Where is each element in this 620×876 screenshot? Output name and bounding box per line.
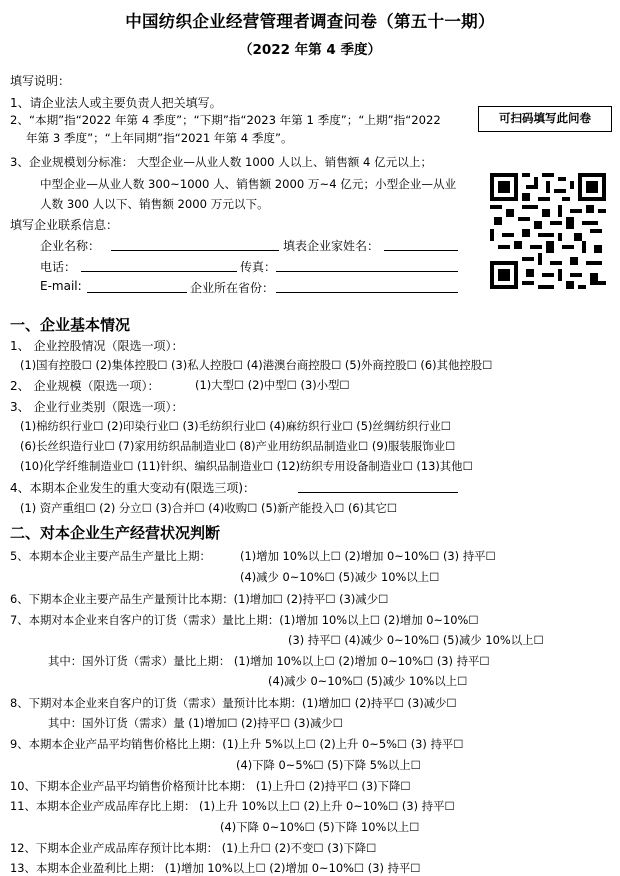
qr-code-icon[interactable] — [490, 173, 606, 289]
scan-label: 可扫码填写此问卷 — [478, 106, 612, 132]
q7-options-row2[interactable]: (3) 持平☐ (4)减少 0~10%☐ (5)减少 10%以上☐ — [288, 633, 544, 647]
q1-options[interactable]: (1)国有控股☐ (2)集体控股☐ (3)私人控股☐ (4)港澳台商控股☐ (5)外商控股☐ (6)其他控股☐ — [20, 358, 493, 372]
phone-field[interactable] — [81, 271, 237, 272]
q2-options[interactable]: (1)大型☐ (2)中型☐ (3)小型☐ — [195, 378, 350, 392]
q4-options[interactable]: (1) 资产重组☐ (2) 分立☐ (3)合并☐ (4)收购☐ (5)新产能投入☐ (6)其它☐ — [20, 501, 398, 515]
q7-foreign-text[interactable]: 其中：国外订货（需求）量比上期： (1)增加 10%以上☐ (2)增加 0~10%☐ (3) 持平☐ — [48, 654, 490, 668]
page-subtitle: （2022 年第 4 季度） — [238, 42, 382, 58]
q8-text[interactable]: 8、下期对本企业来自客户的订货（需求）量预计比本期：(1)增加☐ (2)持平☐ (3)减少☐ — [10, 696, 457, 710]
q7-foreign-options-row2[interactable]: (4)减少 0~10%☐ (5)减少 10%以上☐ — [268, 674, 468, 688]
q6-text[interactable]: 6、下期本企业主要产品生产量预计比本期：(1)增加☐ (2)持平☐ (3)减少☐ — [10, 592, 389, 606]
filler-label: 填表企业家姓名： — [283, 239, 380, 253]
filler-field[interactable] — [384, 250, 458, 251]
q12-text[interactable]: 12、下期本企业产成品库存预计比本期： (1)上升☐ (2)不变☐ (3)下降☐ — [10, 841, 377, 855]
fax-label: 传真： — [240, 260, 277, 274]
page-title: 中国纺织企业经营管理者调查问卷（第五十一期） — [125, 12, 495, 31]
company-field[interactable] — [111, 250, 279, 251]
province-label: 企业所在省份： — [190, 281, 275, 295]
q10-text[interactable]: 10、下期本企业产品平均销售价格预计比本期： (1)上升☐ (2)持平☐ (3)下降☐ — [10, 779, 411, 793]
instruction-3c: 人数 300 人以下、销售额 2000 万元以下。 — [40, 197, 269, 211]
q11-options-row2[interactable]: (4)下降 0~10%☐ (5)下降 10%以上☐ — [220, 820, 420, 834]
q8-foreign-text[interactable]: 其中：国外订货（需求）量 (1)增加☐ (2)持平☐ (3)减少☐ — [48, 716, 343, 730]
q3-options-row1[interactable]: (1)棉纺织行业☐ (2)印染行业☐ (3)毛纺织行业☐ (4)麻纺织行业☐ (5)丝绸纺织行业☐ — [20, 419, 451, 433]
section2-title: 二、对本企业生产经营状况判断 — [10, 524, 221, 542]
q3-options-row3[interactable]: (10)化学纤维制造业☐ (11)针织、编织品制造业☐ (12)纺织专用设备制造业☐ (13)其他☐ — [20, 459, 473, 473]
instruction-3a: 3、企业规模划分标准： 大型企业—从业人数 1000 人以上、销售额 4 亿元以上； — [10, 155, 433, 169]
q3-text: 3、 企业行业类别（限选一项）： — [10, 400, 184, 414]
q9-text[interactable]: 9、本期本企业产品平均销售价格比上期：(1)上升 5%以上☐ (2)上升 0~5%☐ (3) 持平☐ — [10, 737, 464, 751]
section1-title: 一、企业基本情况 — [10, 316, 131, 334]
email-field[interactable] — [87, 292, 187, 293]
q4-field[interactable] — [298, 492, 458, 493]
instruction-2a: 2、“本期”指“2022 年第 4 季度”；“下期”指“2023 年第 1 季度”；“上期”指“2022 — [10, 113, 441, 127]
q1-text: 1、 企业控股情况（限选一项）： — [10, 339, 184, 353]
phone-label: 电话： — [40, 260, 77, 274]
q4-text: 4、本期本企业发生的重大变动有(限选三项)： — [10, 481, 255, 495]
company-label: 企业名称： — [40, 239, 101, 253]
instruction-3b: 中型企业—从业人数 300~1000 人、销售额 2000 万~4 亿元；小型企业—从业 — [40, 177, 457, 191]
q5-options-row2[interactable]: (4)减少 0~10%☐ (5)减少 10%以上☐ — [240, 570, 440, 584]
q13-text[interactable]: 13、本期本企业盈利比上期： (1)增加 10%以上☐ (2)增加 0~10%☐ (3) 持平☐ — [10, 861, 421, 875]
q5-text: 5、本期本企业主要产品生产量比上期： — [10, 549, 211, 563]
instructions-heading: 填写说明： — [10, 74, 71, 88]
q7-text[interactable]: 7、本期对本企业来自客户的订货（需求）量比上期：(1)增加 10%以上☐ (2)增加 0~10%☐ — [10, 613, 479, 627]
instruction-2b: 年第 3 季度”；“上年同期”指“2021 年第 4 季度”。 — [26, 131, 293, 145]
q9-options-row2[interactable]: (4)下降 0~5%☐ (5)下降 5%以上☐ — [236, 758, 421, 772]
instruction-1: 1、请企业法人或主要负责人把关填写。 — [10, 96, 222, 110]
q11-text[interactable]: 11、本期本企业产成品库存比上期： (1)上升 10%以上☐ (2)上升 0~10%☐ (3) 持平☐ — [10, 799, 455, 813]
email-label: E-mail: — [40, 279, 82, 293]
q2-text: 2、 企业规模（限选一项）： — [10, 379, 160, 393]
q5-options-row1[interactable]: (1)增加 10%以上☐ (2)增加 0~10%☐ (3) 持平☐ — [240, 549, 496, 563]
province-field[interactable] — [276, 292, 458, 293]
contact-heading: 填写企业联系信息： — [10, 218, 119, 232]
fax-field[interactable] — [276, 271, 458, 272]
q3-options-row2[interactable]: (6)长丝织造行业☐ (7)家用纺织品制造业☐ (8)产业用纺织品制造业☐ (9)服装服饰业☐ — [20, 439, 456, 453]
